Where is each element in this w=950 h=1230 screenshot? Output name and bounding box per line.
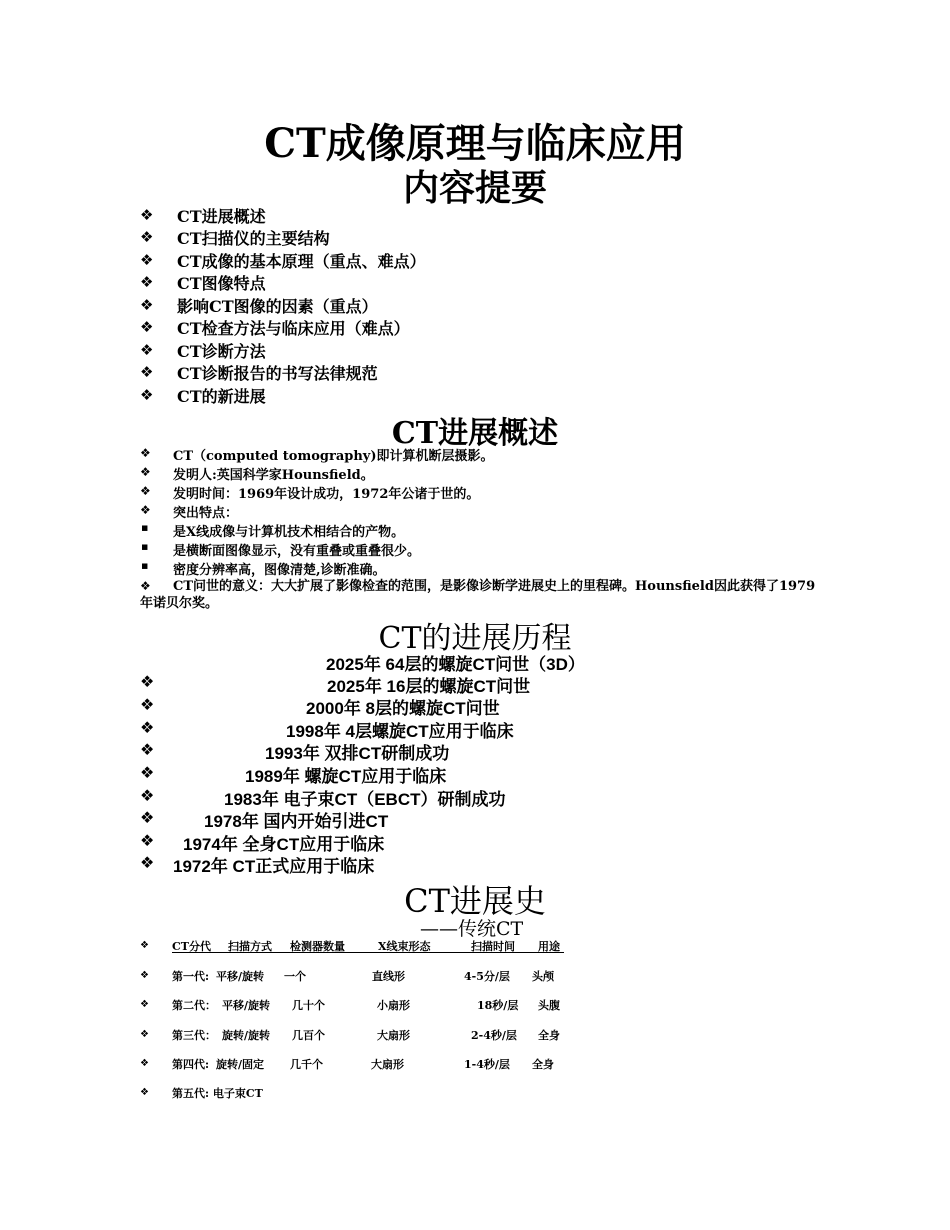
toc-item: CT的新进展 [177, 387, 266, 406]
toc-item: CT扫描仪的主要结构 [177, 229, 330, 248]
table-header-cell: 检测器数量 [290, 940, 345, 953]
table-cell: 平移/旋转 [222, 999, 271, 1012]
table-header-row [172, 938, 564, 953]
bullet-icon: ❖ [140, 363, 154, 381]
table-cell: 旋转/固定 [216, 1058, 265, 1071]
overview-item: 突出特点： [173, 506, 239, 521]
bullet-icon: ❖ [140, 740, 155, 759]
table-row [172, 1056, 592, 1070]
bullet-icon: ❖ [140, 672, 155, 691]
table-header-cell: 用途 [538, 940, 560, 953]
overview-item: 发明人:英国科学家Hounsfield。 [173, 468, 374, 483]
feature-item: 是横断面图像显示，没有重叠或重叠很少。 [173, 544, 421, 559]
bullet-icon: ❖ [140, 831, 155, 850]
table-cell: 第一代: [172, 970, 210, 983]
table-cell: 大扇形 [371, 1058, 404, 1071]
square-bullet-icon: ▪ [141, 559, 149, 572]
history-item: 1972年 CT正式应用于临床 [173, 857, 375, 876]
bullet-icon: ❖ [140, 763, 155, 782]
table-cell: 大扇形 [377, 1029, 410, 1042]
table-cell: 第二代： [172, 999, 216, 1012]
table-cell: 18秒/层 [477, 999, 519, 1012]
table-cell: 几十个 [292, 999, 325, 1012]
generations-heading: CT进展史 [404, 882, 546, 920]
table-cell: 几千个 [290, 1058, 323, 1071]
square-bullet-icon: ▪ [141, 540, 149, 553]
table-cell: 全身 [532, 1058, 554, 1071]
table-cell: 1-4秒/层 [464, 1058, 510, 1071]
bullet-icon: ❖ [140, 341, 154, 359]
toc-item: CT进展概述 [177, 207, 266, 226]
toc-item: CT诊断报告的书写法律规范 [177, 364, 378, 383]
toc-item: CT成像的基本原理（重点、难点） [177, 252, 426, 271]
table-row [172, 968, 592, 982]
table-header-cell: 扫描方式 [228, 940, 272, 953]
table-cell: 头腹 [538, 999, 560, 1012]
history-item: 2025年 16层的螺旋CT问世 [327, 677, 531, 696]
page-subtitle: 内容提要 [402, 167, 547, 209]
history-item: 2025年 64层的螺旋CT问世（3D） [326, 655, 585, 674]
table-header-cell: CT分代 [172, 940, 211, 953]
table-cell: 第四代: [172, 1058, 210, 1071]
table-cell: 全身 [538, 1029, 560, 1042]
bullet-icon: ❖ [140, 503, 151, 517]
history-item: 1983年 电子束CT（EBCT）研制成功 [224, 790, 506, 809]
table-cell: 4-5分/层 [464, 970, 510, 983]
table-row [172, 1027, 592, 1041]
history-item: 1998年 4层螺旋CT应用于临床 [286, 722, 514, 741]
bullet-icon: ❖ [140, 296, 154, 314]
bullet-icon: ❖ [140, 465, 151, 479]
feature-item: 密度分辨率高，图像清楚,诊断准确。 [173, 563, 386, 578]
table-cell: 小扇形 [377, 999, 410, 1012]
bullet-icon: ❖ [140, 206, 154, 224]
bullet-icon: ❖ [140, 273, 154, 291]
toc-item: CT检查方法与临床应用（难点） [177, 319, 410, 338]
generations-subheading: ——传统CT [420, 918, 524, 940]
bullet-icon: ❖ [140, 940, 149, 951]
table-header-cell: X线束形态 [378, 940, 431, 953]
overview-item: CT（computed tomography)即计算机断层摄影。 [173, 449, 494, 464]
bullet-icon: ❖ [140, 786, 155, 805]
toc-item: 影响CT图像的因素（重点） [177, 297, 378, 316]
bullet-icon: ❖ [140, 999, 149, 1010]
table-cell: 一个 [284, 970, 306, 983]
table-cell: 旋转/旋转 [222, 1029, 271, 1042]
overview-item: 发明时间：1969年设计成功，1972年公诸于世的。 [173, 487, 480, 502]
overview-heading: CT进展概述 [391, 416, 559, 451]
bullet-icon: ❖ [140, 1058, 149, 1069]
square-bullet-icon: ▪ [141, 521, 149, 534]
fifth-generation-item: 第五代: 电子束CT [172, 1087, 263, 1100]
toc-item: CT诊断方法 [177, 342, 266, 361]
table-cell: 第三代： [172, 1029, 216, 1042]
bullet-icon: ❖ [140, 808, 155, 827]
table-header-cell: 扫描时间 [471, 940, 515, 953]
bullet-icon: ❖ [140, 484, 151, 498]
table-cell: 2-4秒/层 [471, 1029, 517, 1042]
bullet-icon: ❖ [140, 695, 155, 714]
bullet-icon: ❖ [140, 1087, 149, 1098]
bullet-icon: ❖ [140, 318, 154, 336]
history-item: 1993年 双排CT研制成功 [265, 744, 450, 763]
table-row [172, 997, 592, 1011]
history-item: 1989年 螺旋CT应用于临床 [245, 767, 447, 786]
table-cell: 几百个 [292, 1029, 325, 1042]
history-item: 1978年 国内开始引进CT [204, 812, 389, 831]
bullet-icon: ❖ [140, 579, 151, 593]
significance-paragraph: CT问世的意义：大大扩展了影像检查的范围，是影像诊断学进展史上的里程碑。Hounsfield因此获得了1979年诺贝尔奖。 [140, 579, 816, 611]
bullet-icon: ❖ [140, 853, 155, 872]
table-cell: 头颅 [532, 970, 554, 983]
table-cell: 直线形 [372, 970, 405, 983]
history-heading: CT的进展历程 [378, 621, 572, 656]
bullet-icon: ❖ [140, 446, 151, 460]
toc-item: CT图像特点 [177, 274, 266, 293]
bullet-icon: ❖ [140, 1029, 149, 1040]
feature-item: 是X线成像与计算机技术相结合的产物。 [173, 525, 405, 540]
table-cell: 平移/旋转 [216, 970, 265, 983]
bullet-icon: ❖ [140, 228, 154, 246]
bullet-icon: ❖ [140, 386, 154, 404]
bullet-icon: ❖ [140, 970, 149, 981]
history-item: 1974年 全身CT应用于临床 [183, 835, 385, 854]
bullet-icon: ❖ [140, 251, 154, 269]
page-title: CT成像原理与临床应用 [264, 120, 686, 167]
history-item: 2000年 8层的螺旋CT问世 [306, 699, 500, 718]
bullet-icon: ❖ [140, 718, 155, 737]
